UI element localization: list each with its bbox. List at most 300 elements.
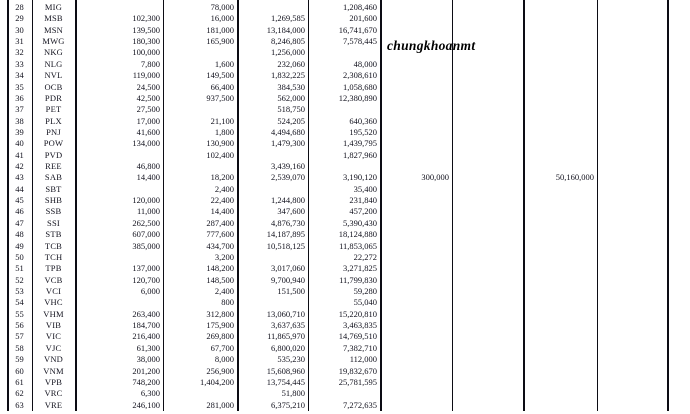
cell-value[interactable]: 216,400 [132, 331, 160, 342]
cell-value[interactable] [380, 195, 452, 206]
cell-row-number[interactable]: 54 [15, 297, 24, 308]
cell-value[interactable] [380, 400, 452, 411]
cell-value[interactable]: 384,530 [277, 81, 305, 92]
cell-value[interactable] [452, 275, 523, 286]
cell-value[interactable] [667, 172, 690, 183]
cell-value[interactable] [523, 229, 597, 240]
cell-row-number[interactable]: 46 [15, 206, 24, 217]
cell-value[interactable]: 119,000 [132, 70, 160, 81]
cell-value[interactable] [308, 161, 380, 172]
cell-value[interactable]: 48,000 [353, 58, 377, 69]
cell-value[interactable]: 180,300 [132, 36, 160, 47]
cell-value[interactable]: 11,000 [136, 206, 160, 217]
cell-value[interactable]: 22,272 [353, 251, 377, 262]
cell-value[interactable] [75, 150, 163, 161]
cell-row-number[interactable]: 30 [15, 24, 24, 35]
cell-value[interactable] [597, 275, 667, 286]
cell-value[interactable] [452, 229, 523, 240]
cell-value[interactable] [380, 150, 452, 161]
cell-value[interactable] [523, 388, 597, 399]
cell-value[interactable] [452, 206, 523, 217]
cell-value[interactable]: 3,637,635 [271, 320, 305, 331]
cell-value[interactable] [667, 343, 690, 354]
cell-value[interactable]: 38,000 [136, 354, 160, 365]
cell-row-number[interactable]: 43 [15, 172, 24, 183]
cell-value[interactable]: 10,518,125 [266, 240, 305, 251]
cell-value[interactable]: 41,600 [136, 126, 160, 137]
cell-value[interactable] [452, 400, 523, 411]
cell-value[interactable] [667, 377, 690, 388]
cell-value[interactable]: 11,865,970 [267, 331, 305, 342]
cell-value[interactable] [163, 104, 237, 115]
cell-value[interactable] [597, 354, 667, 365]
cell-value[interactable] [597, 116, 667, 127]
cell-value[interactable]: 14,400 [136, 172, 160, 183]
cell-ticker[interactable]: PLX [45, 115, 62, 126]
cell-value[interactable]: 22,400 [210, 195, 234, 206]
cell-value[interactable] [380, 82, 452, 93]
cell-value[interactable]: 385,000 [132, 240, 160, 251]
cell-value[interactable]: 27,500 [136, 104, 160, 115]
cell-value[interactable] [452, 241, 523, 252]
cell-value[interactable] [667, 59, 690, 70]
cell-value[interactable]: 1,244,800 [271, 195, 305, 206]
cell-value[interactable] [597, 218, 667, 229]
cell-value[interactable]: 269,800 [206, 331, 234, 342]
cell-value[interactable]: 7,272,635 [343, 399, 377, 410]
cell-value[interactable] [75, 184, 163, 195]
cell-value[interactable] [667, 184, 690, 195]
cell-value[interactable]: 7,382,710 [343, 342, 377, 353]
cell-value[interactable]: 3,017,060 [271, 263, 305, 274]
cell-value[interactable]: 17,000 [136, 115, 160, 126]
cell-value[interactable] [597, 206, 667, 217]
cell-value[interactable] [667, 297, 690, 308]
cell-value[interactable] [523, 275, 597, 286]
cell-ticker[interactable]: PVD [44, 149, 63, 160]
cell-value[interactable] [452, 25, 523, 36]
cell-value[interactable]: 67,700 [210, 342, 234, 353]
cell-value[interactable]: 195,520 [349, 126, 377, 137]
cell-ticker[interactable]: VRE [44, 399, 63, 410]
cell-value[interactable] [380, 366, 452, 377]
cell-value[interactable] [667, 366, 690, 377]
cell-value[interactable]: 3,200 [214, 251, 234, 262]
cell-row-number[interactable]: 31 [15, 36, 24, 47]
cell-value[interactable] [380, 59, 452, 70]
cell-ticker[interactable]: TPB [45, 263, 62, 274]
cell-ticker[interactable]: MIG [44, 2, 63, 12]
cell-value[interactable]: 11,799,830 [339, 274, 377, 285]
cell-value[interactable] [237, 297, 308, 308]
cell-value[interactable] [667, 13, 690, 24]
cell-row-number[interactable]: 42 [15, 161, 24, 172]
cell-value[interactable]: 16,741,670 [338, 24, 377, 35]
cell-row-number[interactable]: 40 [15, 138, 24, 149]
cell-value[interactable]: 1,800 [214, 126, 234, 137]
cell-value[interactable]: 7,800 [140, 58, 160, 69]
cell-value[interactable] [523, 82, 597, 93]
cell-row-number[interactable]: 55 [15, 308, 24, 319]
cell-ticker[interactable]: PNJ [46, 126, 61, 137]
cell-value[interactable]: 120,700 [132, 274, 160, 285]
cell-value[interactable] [523, 127, 597, 138]
cell-value[interactable] [523, 400, 597, 411]
cell-value[interactable]: 78,000 [210, 2, 234, 12]
cell-value[interactable]: 1,479,300 [271, 138, 305, 149]
cell-ticker[interactable]: TCB [44, 240, 63, 251]
cell-value[interactable]: 1,269,585 [271, 13, 305, 24]
cell-value[interactable] [380, 320, 452, 331]
cell-value[interactable] [452, 13, 523, 24]
cell-value[interactable] [380, 377, 452, 388]
cell-value[interactable] [667, 161, 690, 172]
cell-value[interactable]: 1,439,795 [343, 138, 377, 149]
cell-row-number[interactable]: 37 [15, 104, 24, 115]
cell-value[interactable] [597, 59, 667, 70]
cell-value[interactable] [667, 138, 690, 149]
cell-value[interactable] [667, 2, 690, 13]
cell-value[interactable] [380, 184, 452, 195]
cell-value[interactable] [667, 47, 690, 58]
cell-value[interactable] [667, 218, 690, 229]
cell-value[interactable] [667, 195, 690, 206]
cell-value[interactable] [452, 218, 523, 229]
cell-value[interactable]: 518,750 [277, 104, 305, 115]
cell-value[interactable]: 535,230 [277, 354, 305, 365]
cell-value[interactable] [667, 286, 690, 297]
cell-ticker[interactable]: VCB [44, 274, 63, 285]
cell-value[interactable]: 3,190,120 [343, 172, 377, 183]
cell-value[interactable] [452, 59, 523, 70]
cell-value[interactable] [452, 116, 523, 127]
cell-value[interactable] [597, 400, 667, 411]
cell-value[interactable] [452, 93, 523, 104]
cell-ticker[interactable]: SHB [44, 195, 63, 206]
cell-value[interactable] [163, 47, 237, 58]
cell-value[interactable] [597, 104, 667, 115]
cell-value[interactable]: 1,208,460 [343, 2, 377, 12]
cell-value[interactable] [597, 320, 667, 331]
cell-value[interactable]: 281,000 [206, 399, 234, 410]
cell-value[interactable] [667, 309, 690, 320]
cell-value[interactable]: 21,100 [210, 115, 234, 126]
cell-value[interactable] [667, 354, 690, 365]
cell-value[interactable]: 2,400 [214, 183, 234, 194]
cell-value[interactable] [523, 47, 597, 58]
cell-row-number[interactable]: 47 [15, 217, 24, 228]
cell-value[interactable] [597, 184, 667, 195]
cell-value[interactable]: 607,000 [132, 229, 160, 240]
cell-value[interactable]: 300,000 [421, 172, 449, 183]
cell-value[interactable]: 148,500 [206, 274, 234, 285]
cell-value[interactable]: 3,439,160 [271, 161, 305, 172]
cell-value[interactable]: 232,060 [277, 58, 305, 69]
cell-value[interactable]: 434,700 [206, 240, 234, 251]
cell-value[interactable] [380, 309, 452, 320]
cell-value[interactable] [452, 104, 523, 115]
cell-value[interactable] [452, 252, 523, 263]
cell-value[interactable]: 263,400 [132, 308, 160, 319]
cell-value[interactable]: 46,800 [136, 161, 160, 172]
cell-value[interactable]: 19,832,670 [338, 365, 377, 376]
cell-ticker[interactable]: PET [45, 104, 62, 115]
cell-value[interactable]: 1,827,960 [343, 149, 377, 160]
cell-value[interactable] [597, 36, 667, 47]
cell-value[interactable] [380, 116, 452, 127]
cell-value[interactable] [597, 93, 667, 104]
cell-value[interactable]: 777,600 [206, 229, 234, 240]
cell-value[interactable] [667, 25, 690, 36]
cell-value[interactable]: 6,000 [140, 286, 160, 296]
cell-value[interactable] [452, 309, 523, 320]
cell-value[interactable]: 13,754,445 [266, 376, 305, 387]
cell-row-number[interactable]: 60 [15, 365, 24, 376]
cell-value[interactable] [380, 104, 452, 115]
cell-value[interactable] [597, 195, 667, 206]
cell-value[interactable]: 13,060,710 [266, 308, 305, 319]
cell-ticker[interactable]: SSI [47, 217, 60, 228]
cell-value[interactable] [667, 70, 690, 81]
cell-value[interactable] [308, 47, 380, 58]
cell-value[interactable]: 24,500 [136, 81, 160, 92]
cell-value[interactable]: 61,300 [136, 342, 160, 353]
cell-value[interactable]: 1,058,680 [343, 81, 377, 92]
cell-value[interactable] [597, 263, 667, 274]
cell-row-number[interactable]: 34 [15, 70, 24, 81]
cell-value[interactable]: 4,876,730 [271, 217, 305, 228]
cell-value[interactable]: 25,781,595 [338, 376, 377, 387]
cell-value[interactable] [452, 366, 523, 377]
cell-value[interactable] [380, 229, 452, 240]
cell-row-number[interactable]: 48 [15, 229, 24, 240]
cell-value[interactable]: 9,700,940 [271, 274, 305, 285]
cell-value[interactable] [523, 309, 597, 320]
cell-ticker[interactable]: SSB [45, 206, 62, 217]
cell-value[interactable] [452, 172, 523, 183]
cell-ticker[interactable]: VCI [45, 286, 62, 296]
cell-value[interactable]: 181,000 [206, 24, 234, 35]
cell-value[interactable]: 175,900 [206, 320, 234, 331]
cell-ticker[interactable]: VRC [44, 388, 63, 399]
cell-value[interactable]: 130,900 [206, 138, 234, 149]
cell-value[interactable] [452, 184, 523, 195]
cell-row-number[interactable]: 44 [15, 183, 24, 194]
cell-value[interactable] [237, 150, 308, 161]
cell-value[interactable] [523, 297, 597, 308]
cell-value[interactable]: 640,360 [349, 115, 377, 126]
cell-value[interactable] [380, 218, 452, 229]
cell-value[interactable] [597, 286, 667, 297]
cell-row-number[interactable]: 28 [15, 2, 24, 12]
cell-row-number[interactable]: 57 [15, 331, 24, 342]
cell-value[interactable] [163, 161, 237, 172]
cell-value[interactable] [452, 150, 523, 161]
cell-value[interactable] [452, 343, 523, 354]
cell-row-number[interactable]: 33 [15, 58, 24, 69]
cell-value[interactable] [523, 206, 597, 217]
cell-value[interactable] [380, 138, 452, 149]
cell-value[interactable]: 231,840 [349, 195, 377, 206]
cell-row-number[interactable]: 52 [15, 274, 24, 285]
cell-value[interactable] [452, 138, 523, 149]
cell-ticker[interactable]: POW [43, 138, 64, 149]
cell-value[interactable] [380, 297, 452, 308]
cell-value[interactable] [452, 195, 523, 206]
cell-value[interactable] [380, 206, 452, 217]
cell-ticker[interactable]: MWG [42, 36, 65, 47]
cell-value[interactable] [597, 161, 667, 172]
cell-value[interactable] [380, 354, 452, 365]
cell-value[interactable]: 3,271,825 [343, 263, 377, 274]
cell-value[interactable] [380, 241, 452, 252]
cell-ticker[interactable]: PDR [44, 92, 63, 103]
cell-value[interactable] [667, 150, 690, 161]
cell-ticker[interactable]: VJC [45, 342, 62, 353]
cell-row-number[interactable]: 56 [15, 320, 24, 331]
cell-ticker[interactable]: NLG [44, 58, 63, 69]
cell-value[interactable] [667, 229, 690, 240]
cell-value[interactable] [380, 13, 452, 24]
cell-value[interactable] [523, 241, 597, 252]
cell-value[interactable] [597, 331, 667, 342]
cell-value[interactable]: 748,200 [132, 376, 160, 387]
cell-value[interactable]: 2,539,070 [271, 172, 305, 183]
cell-value[interactable]: 35,400 [353, 183, 377, 194]
cell-value[interactable] [452, 354, 523, 365]
cell-ticker[interactable]: MSN [43, 24, 64, 35]
cell-value[interactable]: 50,160,000 [555, 172, 594, 183]
cell-value[interactable] [597, 377, 667, 388]
cell-value[interactable]: 201,200 [132, 365, 160, 376]
cell-value[interactable] [380, 263, 452, 274]
cell-value[interactable]: 312,800 [206, 308, 234, 319]
cell-value[interactable] [380, 343, 452, 354]
cell-value[interactable] [597, 127, 667, 138]
cell-ticker[interactable]: VHM [43, 308, 64, 319]
cell-value[interactable]: 6,800,020 [271, 342, 305, 353]
cell-row-number[interactable]: 38 [15, 115, 24, 126]
cell-value[interactable]: 18,124,880 [338, 229, 377, 240]
cell-row-number[interactable]: 49 [15, 240, 24, 251]
cell-ticker[interactable]: VNM [43, 365, 64, 376]
cell-value[interactable] [523, 116, 597, 127]
cell-row-number[interactable]: 39 [15, 126, 24, 137]
cell-ticker[interactable]: VIC [45, 331, 62, 342]
cell-value[interactable]: 13,184,000 [266, 24, 305, 35]
cell-value[interactable]: 262,500 [132, 217, 160, 228]
cell-value[interactable]: 184,700 [132, 320, 160, 331]
cell-ticker[interactable]: NVL [44, 70, 63, 81]
cell-value[interactable] [380, 2, 452, 13]
cell-value[interactable]: 139,500 [132, 24, 160, 35]
cell-value[interactable] [523, 195, 597, 206]
cell-row-number[interactable]: 61 [15, 376, 24, 387]
cell-value[interactable]: 11,853,065 [339, 240, 377, 251]
cell-value[interactable] [597, 229, 667, 240]
cell-value[interactable] [667, 275, 690, 286]
cell-value[interactable] [452, 161, 523, 172]
cell-value[interactable] [667, 388, 690, 399]
cell-value[interactable] [380, 161, 452, 172]
cell-value[interactable]: 59,280 [353, 286, 377, 296]
cell-value[interactable] [523, 286, 597, 297]
cell-value[interactable] [380, 25, 452, 36]
cell-row-number[interactable]: 36 [15, 92, 24, 103]
cell-ticker[interactable]: SBT [45, 183, 62, 194]
cell-ticker[interactable]: TCH [44, 251, 63, 262]
cell-value[interactable]: 8,246,805 [271, 36, 305, 47]
cell-value[interactable] [523, 320, 597, 331]
cell-value[interactable] [597, 2, 667, 13]
cell-value[interactable] [597, 150, 667, 161]
cell-value[interactable]: 2,400 [214, 286, 234, 296]
cell-value[interactable] [523, 70, 597, 81]
cell-row-number[interactable]: 63 [15, 399, 24, 410]
cell-value[interactable] [667, 400, 690, 411]
cell-row-number[interactable]: 29 [15, 13, 24, 24]
cell-value[interactable] [667, 263, 690, 274]
cell-value[interactable]: 165,900 [206, 36, 234, 47]
cell-value[interactable]: 347,600 [277, 206, 305, 217]
cell-value[interactable]: 42,500 [136, 92, 160, 103]
cell-row-number[interactable]: 45 [15, 195, 24, 206]
cell-value[interactable] [597, 82, 667, 93]
cell-value[interactable]: 16,000 [210, 13, 234, 24]
cell-value[interactable]: 3,463,835 [343, 320, 377, 331]
cell-value[interactable]: 148,200 [206, 263, 234, 274]
cell-value[interactable] [523, 2, 597, 13]
cell-value[interactable]: 18,200 [210, 172, 234, 183]
cell-value[interactable] [667, 241, 690, 252]
cell-value[interactable] [523, 354, 597, 365]
cell-value[interactable]: 66,400 [210, 81, 234, 92]
cell-value[interactable]: 256,900 [206, 365, 234, 376]
cell-value[interactable] [523, 343, 597, 354]
cell-value[interactable]: 12,380,890 [338, 92, 377, 103]
cell-row-number[interactable]: 35 [15, 81, 24, 92]
cell-value[interactable] [597, 241, 667, 252]
cell-value[interactable] [597, 297, 667, 308]
cell-value[interactable] [597, 138, 667, 149]
cell-value[interactable]: 102,300 [132, 13, 160, 24]
cell-value[interactable]: 14,769,510 [338, 331, 377, 342]
cell-value[interactable] [237, 2, 308, 13]
cell-value[interactable] [452, 388, 523, 399]
cell-value[interactable]: 151,500 [277, 286, 305, 296]
cell-value[interactable]: 6,300 [140, 388, 160, 399]
cell-value[interactable]: 287,400 [206, 217, 234, 228]
cell-value[interactable] [523, 13, 597, 24]
cell-value[interactable]: 149,500 [206, 70, 234, 81]
cell-value[interactable]: 51,800 [281, 388, 305, 399]
cell-value[interactable] [597, 25, 667, 36]
cell-value[interactable] [523, 59, 597, 70]
cell-value[interactable] [523, 184, 597, 195]
cell-row-number[interactable]: 32 [15, 47, 24, 58]
cell-value[interactable] [667, 331, 690, 342]
cell-value[interactable] [523, 150, 597, 161]
cell-value[interactable]: 55,040 [353, 297, 377, 308]
cell-value[interactable] [523, 218, 597, 229]
cell-value[interactable] [523, 25, 597, 36]
cell-ticker[interactable]: STB [45, 229, 62, 240]
cell-value[interactable] [452, 286, 523, 297]
cell-value[interactable] [667, 127, 690, 138]
cell-value[interactable] [597, 13, 667, 24]
cell-value[interactable] [237, 184, 308, 195]
cell-value[interactable] [523, 366, 597, 377]
